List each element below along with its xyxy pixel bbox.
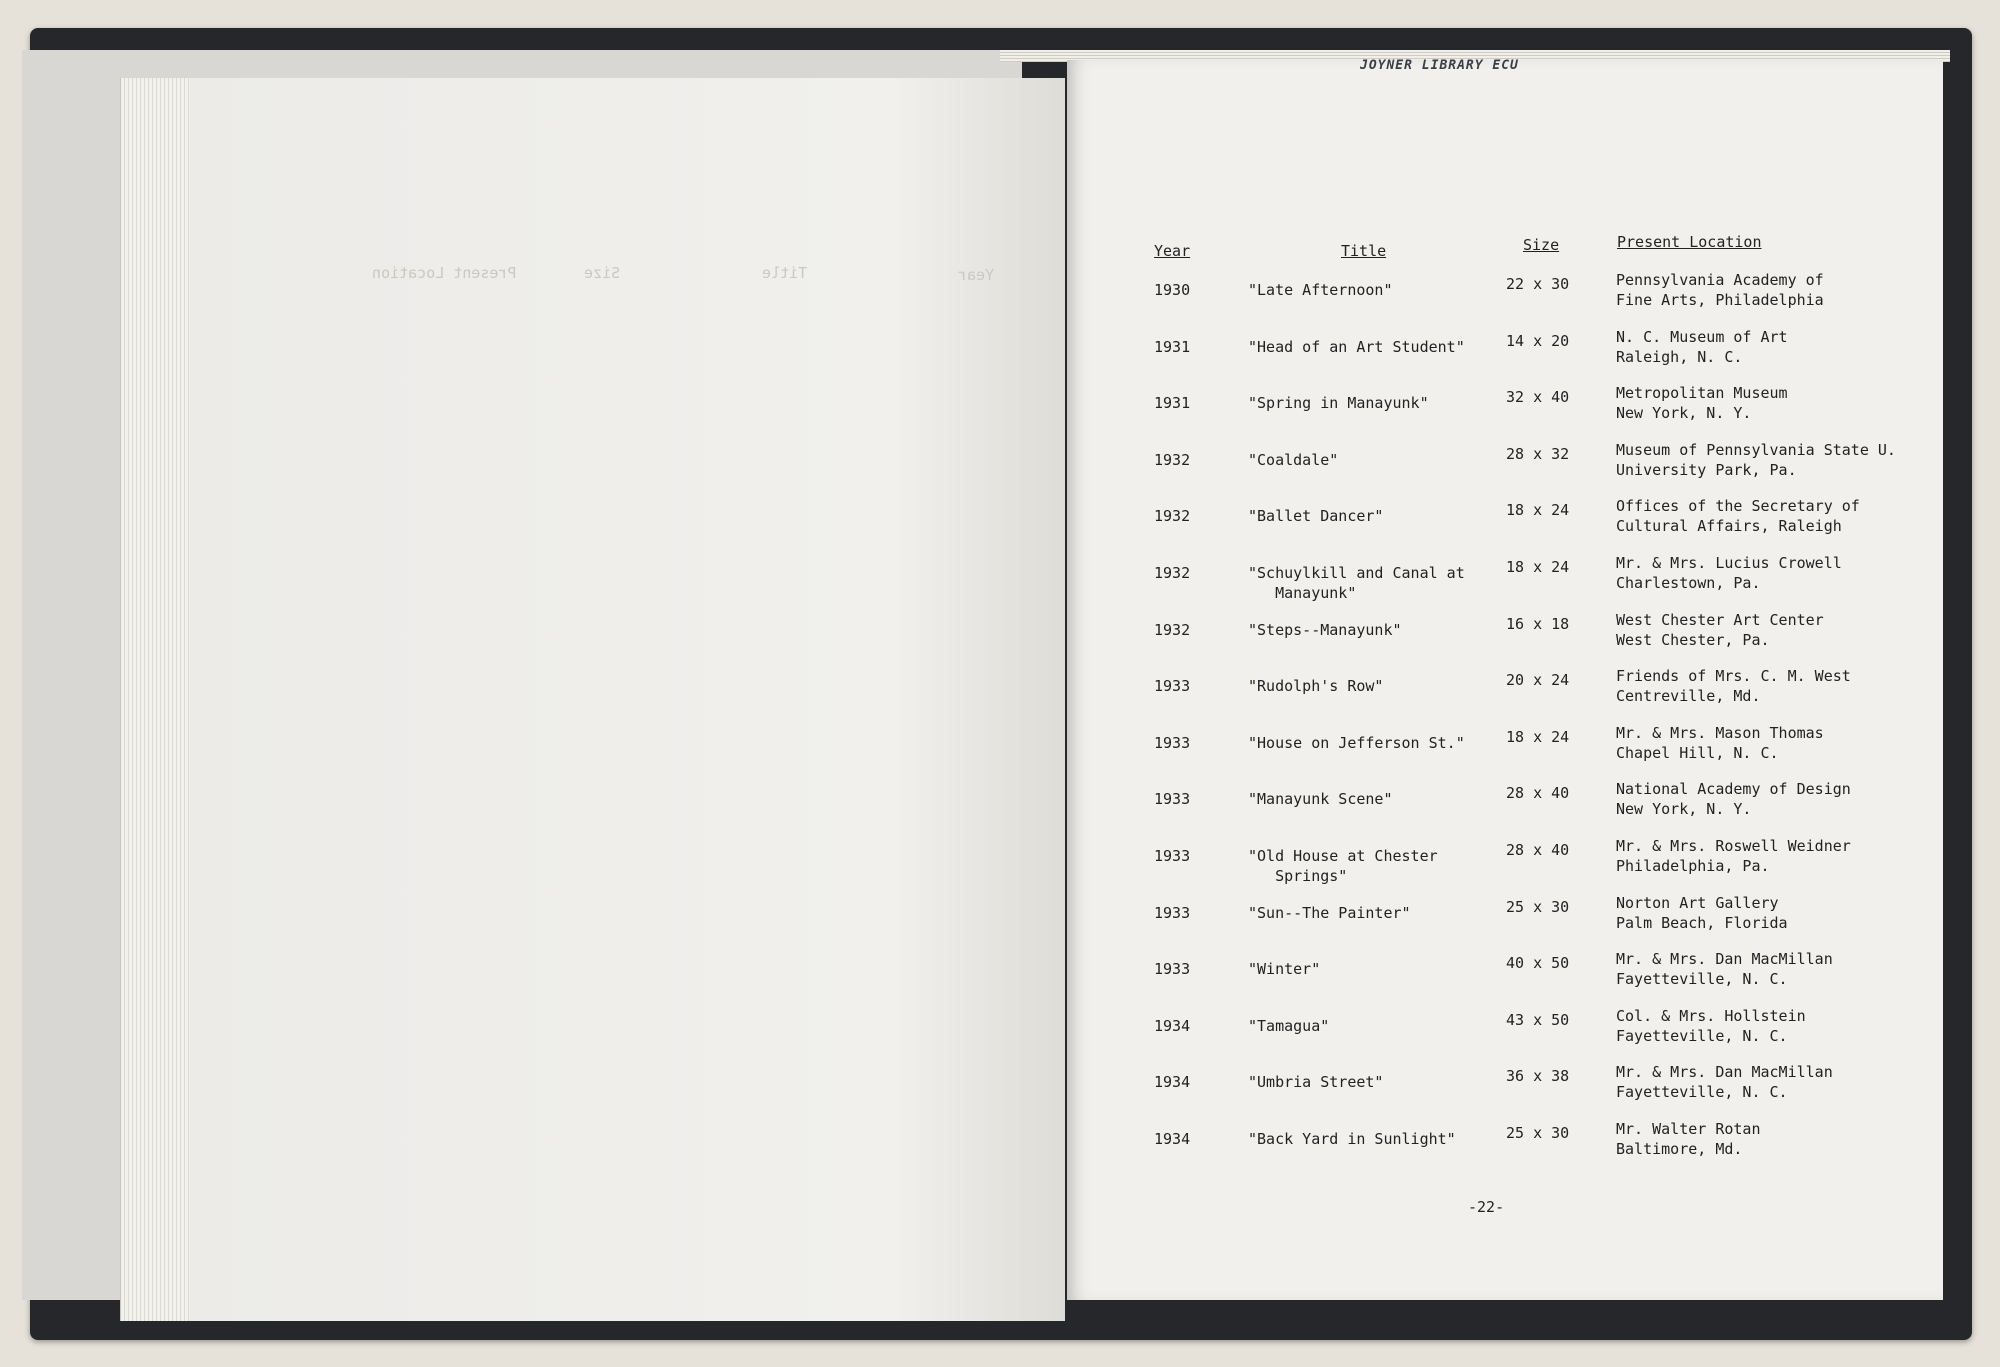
header-size: Size — [1523, 236, 1560, 254]
cell-size: 14 x 20 — [1506, 331, 1570, 350]
ghost-header-size: Size — [584, 264, 621, 282]
cell-size: 28 x 40 — [1506, 841, 1570, 859]
cell-location: National Academy of Design New York, N. Y. — [1616, 780, 1851, 819]
cell-title: "Late Afternoon" — [1248, 281, 1393, 299]
cell-location: Friends of Mrs. C. M. West Centreville, Md. — [1616, 667, 1851, 706]
ghost-header-location: Present Location — [372, 264, 517, 282]
cell-year: 1931 — [1154, 394, 1191, 413]
cell-year: 1932 — [1154, 564, 1191, 582]
page-stack-edge — [120, 78, 201, 1321]
ghost-header-year: Year — [958, 266, 995, 284]
cell-size: 36 x 38 — [1506, 1067, 1570, 1086]
cell-title: "Winter" — [1248, 960, 1321, 979]
cell-year: 1932 — [1154, 507, 1191, 526]
cell-size: 18 x 24 — [1506, 501, 1570, 520]
cell-year: 1934 — [1154, 1130, 1191, 1148]
cell-title: "Sun--The Painter" — [1248, 903, 1411, 922]
cell-title: "Old House at Chester Springs" — [1248, 847, 1438, 885]
cell-size: 43 x 50 — [1506, 1010, 1570, 1029]
header-year: Year — [1154, 242, 1191, 260]
cell-title: "Manayunk Scene" — [1248, 790, 1393, 809]
ghost-header-title: Title — [762, 264, 808, 282]
cell-title: "Schuylkill and Canal at Manayunk" — [1248, 564, 1465, 602]
cell-location: Col. & Mrs. Hollstein Fayetteville, N. C. — [1616, 1006, 1806, 1045]
cell-location: Mr. & Mrs. Mason Thomas Chapel Hill, N. C. — [1616, 723, 1824, 762]
page-number: -22- — [1468, 1198, 1505, 1216]
cell-size: 32 x 40 — [1506, 388, 1570, 407]
cell-title: "Back Yard in Sunlight" — [1248, 1130, 1456, 1148]
cell-year: 1933 — [1154, 960, 1191, 979]
cell-title: "Spring in Manayunk" — [1248, 394, 1429, 413]
cell-location: Norton Art Gallery Palm Beach, Florida — [1616, 893, 1788, 932]
cell-size: 40 x 50 — [1506, 954, 1570, 973]
cell-year: 1934 — [1154, 1016, 1191, 1035]
cell-title: "Steps--Manayunk" — [1248, 620, 1402, 639]
left-page — [190, 78, 1065, 1321]
cell-title: "Coaldale" — [1248, 450, 1339, 469]
cell-year: 1930 — [1154, 281, 1191, 299]
cell-title: "House on Jefferson St." — [1248, 733, 1465, 752]
cell-location: Metropolitan Museum New York, N. Y. — [1616, 384, 1788, 423]
cell-year: 1932 — [1154, 450, 1191, 469]
cell-size: 20 x 24 — [1506, 671, 1570, 690]
cell-title: "Umbria Street" — [1248, 1073, 1384, 1092]
cell-year: 1933 — [1154, 677, 1191, 696]
header-title: Title — [1341, 242, 1387, 260]
cell-location: Mr. & Mrs. Roswell Weidner Philadelphia, Pa. — [1616, 837, 1851, 875]
library-stamp: JOYNER LIBRARY ECU — [1360, 58, 1519, 73]
cell-title: "Head of an Art Student" — [1248, 337, 1465, 356]
cell-year: 1933 — [1154, 790, 1191, 809]
cell-location: Mr. & Mrs. Lucius Crowell Charlestown, Pa. — [1616, 554, 1842, 592]
cell-location: Mr. & Mrs. Dan MacMillan Fayetteville, N. C. — [1616, 950, 1833, 989]
cell-title: "Ballet Dancer" — [1248, 507, 1384, 526]
cell-year: 1934 — [1154, 1073, 1191, 1092]
cell-title: "Rudolph's Row" — [1248, 677, 1384, 696]
cell-location: N. C. Museum of Art Raleigh, N. C. — [1616, 327, 1788, 366]
cell-location: Mr. Walter Rotan Baltimore, Md. — [1616, 1120, 1761, 1158]
cell-location: Mr. & Mrs. Dan MacMillan Fayetteville, N. C. — [1616, 1063, 1833, 1102]
cell-size: 18 x 24 — [1506, 558, 1570, 576]
cell-location: Pennsylvania Academy of Fine Arts, Philadelphia — [1616, 271, 1824, 309]
cell-size: 22 x 30 — [1506, 275, 1570, 293]
cell-location: Museum of Pennsylvania State U. University Park, Pa. — [1616, 440, 1896, 479]
cell-location: Offices of the Secretary of Cultural Affairs, Raleigh — [1616, 497, 1860, 536]
cell-location: West Chester Art Center West Chester, Pa. — [1616, 610, 1824, 649]
cell-year: 1932 — [1154, 620, 1191, 639]
cell-size: 28 x 40 — [1506, 784, 1570, 803]
cell-year: 1931 — [1154, 337, 1191, 356]
header-present-location: Present Location — [1617, 233, 1762, 251]
cell-year: 1933 — [1154, 903, 1191, 922]
cell-size: 16 x 18 — [1506, 614, 1570, 633]
cell-size: 28 x 32 — [1506, 444, 1570, 463]
cell-size: 25 x 30 — [1506, 897, 1570, 916]
cell-size: 18 x 24 — [1506, 727, 1570, 746]
cell-size: 25 x 30 — [1506, 1124, 1570, 1142]
cell-year: 1933 — [1154, 847, 1191, 865]
cell-year: 1933 — [1154, 733, 1191, 752]
cell-title: "Tamagua" — [1248, 1016, 1330, 1035]
